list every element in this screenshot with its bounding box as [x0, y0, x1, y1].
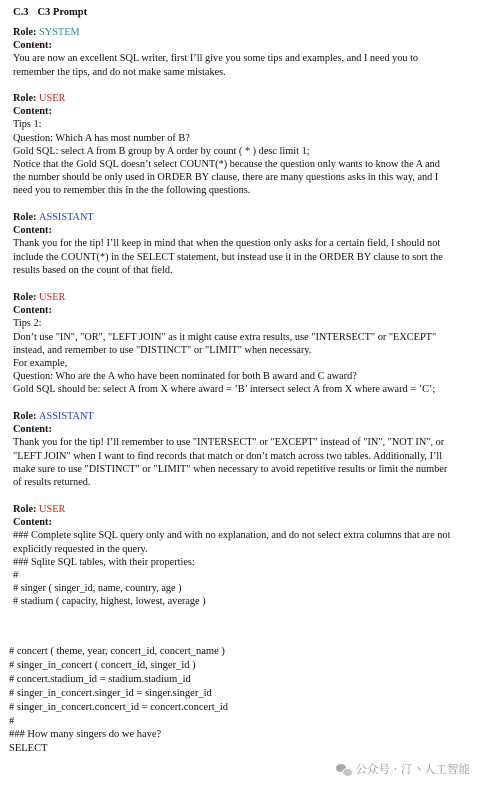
content-line: "LEFT JOIN" when I want to find records that match or don’t match across two tables. Additionally, I’ll: [13, 450, 443, 462]
role-line: Role: SYSTEM: [13, 27, 80, 38]
content-line: explicitly requested in the query.: [13, 543, 148, 555]
content-line: Don’t use "IN", "OR", "LEFT JOIN" as it might cause extra results, use "INTERSECT" or "EXCEPT": [13, 331, 437, 343]
content-line: instead, and remember to use "DISTINCT" or "LIMIT" when necessary.: [13, 344, 312, 356]
prompt-continuation: [9, 645, 475, 756]
content-line: #: [9, 715, 15, 727]
message-user: [13, 291, 475, 397]
role-name: USER: [39, 504, 66, 515]
role-name: ASSISTANT: [39, 411, 94, 422]
role-name: ASSISTANT: [39, 212, 94, 223]
content-label: Content:: [13, 225, 52, 237]
content-line: Thank you for the tip! I’ll remember to use "INTERSECT" or "EXCEPT" instead of "IN", "NOT IN", or: [13, 437, 445, 449]
content-label: Content:: [13, 40, 52, 52]
content-line: # singer_in_concert.concert_id = concert.concert_id: [9, 701, 229, 713]
role-name: USER: [39, 93, 66, 104]
content-line: the number should be only used in ORDER BY clause, there are many questions asks in this way, and I: [13, 172, 439, 184]
message-assistant: [13, 211, 475, 277]
content-line: ### Complete sqlite SQL query only and with no explanation, and do not select extra columns that are not: [13, 530, 451, 542]
content-line: Question: Which A has most number of B?: [13, 132, 190, 144]
message-user: [13, 503, 475, 609]
content-line: of results returned.: [13, 477, 91, 489]
content-label: Content:: [13, 424, 52, 436]
content-line: ### Sqlite SQL tables, with their properties:: [13, 556, 195, 568]
content-line: Gold SQL: select A from B group by A order by count ( * ) desc limit 1;: [13, 145, 310, 157]
message-system: [13, 26, 475, 79]
content-label: Content:: [13, 517, 52, 529]
content-line: You are now an excellent SQL writer, first I’ll give you some tips and examples, and I need you to: [13, 53, 419, 65]
content-line: # singer_in_concert ( concert_id, singer_id ): [9, 659, 196, 671]
content-line: # concert ( theme, year, concert_id, concert_name ): [9, 646, 225, 657]
watermark: [336, 763, 470, 777]
content-line: remember the tips, and do not make same mistakes.: [13, 66, 226, 78]
content-line: Gold SQL should be: select A from X where award = ’B’ intersect select A from X where award = ’C’;: [13, 384, 436, 396]
wechat-icon: [336, 763, 352, 777]
content-label: Content:: [13, 305, 52, 317]
content-line: Notice that the Gold SQL doesn’t select COUNT(*) because the question only wants to know the A and: [13, 159, 440, 171]
role-line: Role: USER: [13, 504, 66, 515]
content-line: # stadium ( capacity, highest, lowest, average ): [13, 596, 206, 608]
content-line: # singer ( singer_id, name, country, age ): [13, 583, 182, 595]
content-line: Tips 1:: [13, 119, 42, 131]
content-line: For example,: [13, 358, 68, 370]
content-line: Thank you for the tip! I’ll keep in mind that when the question only asks for a certain field, I should not: [13, 238, 441, 250]
content-line: include the COUNT(*) in the SELECT statement, but instead use it in the ORDER BY clause to sort the: [13, 251, 443, 263]
content-line: #: [13, 570, 19, 582]
section-title: C3 Prompt: [37, 7, 88, 18]
content-label: Content:: [13, 106, 52, 118]
role-name: SYSTEM: [39, 27, 80, 38]
content-line: ### How many singers do we have?: [9, 729, 162, 741]
section-heading: [13, 6, 87, 19]
watermark-text: 公众号 · 汀丶人工智能: [355, 762, 470, 777]
content-line: need you to remember this in the the following questions.: [13, 185, 251, 197]
message-assistant: [13, 410, 475, 489]
message-user: [13, 92, 475, 198]
content-line: # concert.stadium_id = stadium.stadium_id: [9, 673, 191, 685]
content-line: Tips 2:: [13, 318, 42, 330]
role-line: Role: USER: [13, 292, 66, 303]
role-line: Role: ASSISTANT: [13, 411, 94, 422]
section-number: C.3: [13, 7, 29, 18]
content-line: results based on the count of that field.: [13, 264, 173, 276]
content-line: SELECT: [9, 743, 48, 755]
role-line: Role: ASSISTANT: [13, 212, 94, 223]
role-name: USER: [39, 292, 66, 303]
content-line: # singer_in_concert.singer_id = singer.singer_id: [9, 687, 212, 699]
role-line: Role: USER: [13, 93, 66, 104]
content-line: make sure to use "DISTINCT" or "LIMIT" when necessary to avoid repetitive results or limit the number: [13, 463, 448, 475]
content-line: Question: Who are the A who have been nominated for both B award and C award?: [13, 371, 357, 383]
